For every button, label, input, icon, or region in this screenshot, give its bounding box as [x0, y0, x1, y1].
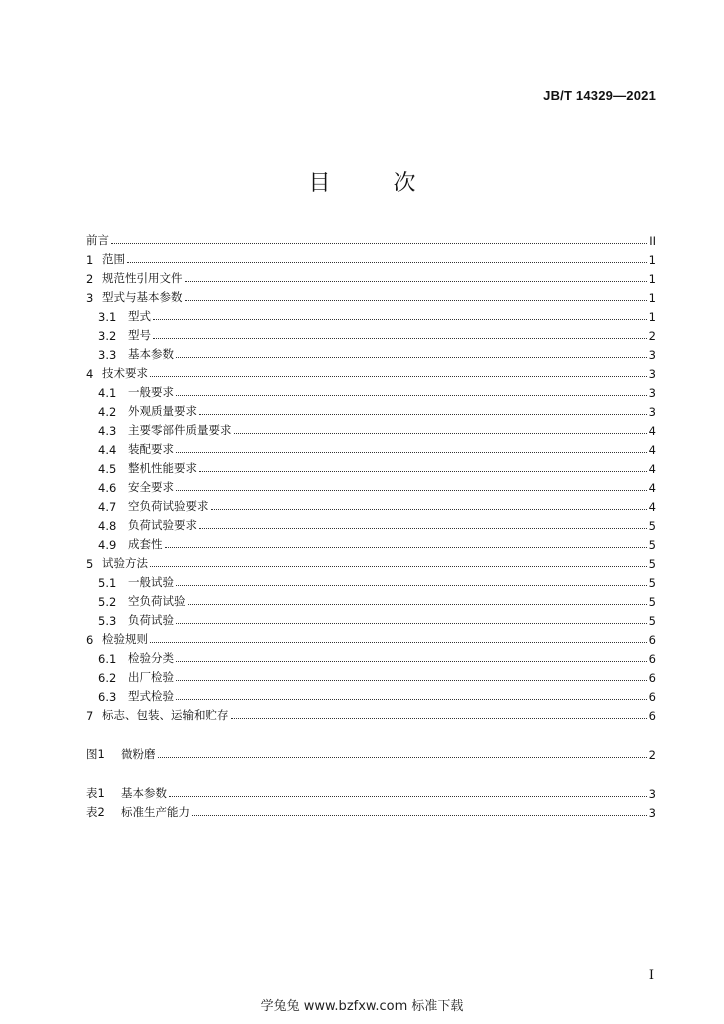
- toc-entry-label: 型式检验: [128, 689, 174, 703]
- toc-entry[interactable]: [98, 495, 656, 514]
- toc-entry-page: 5: [648, 519, 656, 533]
- toc-entry-page: 4: [648, 462, 656, 476]
- toc-entry-number: 1: [86, 253, 94, 267]
- toc-entry-number: 图1: [86, 747, 105, 761]
- toc-entry-number: 6.3: [98, 690, 117, 704]
- toc-entry-label: 型号: [128, 328, 151, 342]
- toc-leader-dots: [150, 375, 647, 377]
- toc-entry-label: 技术要求: [102, 366, 148, 380]
- toc-entry-label: 一般要求: [128, 385, 174, 399]
- toc-entry-number: 4.1: [98, 386, 117, 400]
- toc-entry[interactable]: [98, 400, 656, 419]
- toc-entry[interactable]: [86, 267, 656, 286]
- toc-entry[interactable]: [98, 343, 656, 362]
- toc-entry[interactable]: [98, 419, 656, 438]
- toc-entry-number: 3: [86, 291, 94, 305]
- toc-entry[interactable]: [86, 552, 656, 571]
- toc-entry-label: 主要零部件质量要求: [128, 423, 232, 437]
- toc-entry-number: 3.1: [98, 310, 117, 324]
- toc-entry-number: 3.3: [98, 348, 117, 362]
- toc-entry-number: 4.8: [98, 519, 117, 533]
- toc-entry-page: II: [649, 234, 656, 248]
- toc-entry-page: 1: [648, 291, 656, 305]
- toc-entry-page: 3: [648, 806, 656, 820]
- toc-entry-label: 负荷试验要求: [128, 518, 197, 532]
- toc-entry-number: 4.5: [98, 462, 117, 476]
- toc-entry-page: 6: [648, 652, 656, 666]
- toc-entry-page: 6: [648, 690, 656, 704]
- toc-entry-page: 6: [648, 709, 656, 723]
- toc-entry-number: 4.3: [98, 424, 117, 438]
- toc-leader-dots: [234, 432, 647, 434]
- toc-entry-label: 外观质量要求: [128, 404, 197, 418]
- toc-leader-dots: [150, 641, 647, 643]
- toc-leader-dots: [176, 622, 647, 624]
- toc-entry[interactable]: [86, 248, 656, 267]
- toc-entry-page: 2: [648, 329, 656, 343]
- toc-entry-page: 5: [648, 614, 656, 628]
- toc-entry-page: 1: [648, 310, 656, 324]
- toc-entry-label: 标志、包装、运输和贮存: [102, 708, 229, 722]
- toc-entry-label: 出厂检验: [128, 670, 174, 684]
- toc-leader-dots: [231, 717, 647, 719]
- toc-entry-label: 成套性: [128, 537, 163, 551]
- toc-entry-label: 空负荷试验: [128, 594, 186, 608]
- toc-entry-number: 6: [86, 633, 94, 647]
- toc-entry[interactable]: [98, 609, 656, 628]
- toc-entry-number: 5.3: [98, 614, 117, 628]
- toc-entry-label: 空负荷试验要求: [128, 499, 209, 513]
- toc-entry-number: 表1: [86, 786, 105, 800]
- footer-watermark: 学兔兔 www.bzfxw.com 标准下载: [260, 999, 464, 1014]
- toc-entry[interactable]: [98, 571, 656, 590]
- toc-entry-number: 7: [86, 709, 94, 723]
- toc-leader-dots: [153, 318, 647, 320]
- toc-entry[interactable]: [98, 590, 656, 609]
- toc-entry-number: 4.6: [98, 481, 117, 495]
- toc-entry-page: 3: [648, 787, 656, 801]
- toc-entry-label: 检验规则: [102, 632, 148, 646]
- toc-leader-dots: [150, 565, 647, 567]
- toc-entry-number: 表2: [86, 805, 105, 819]
- toc-entry[interactable]: [98, 324, 656, 343]
- toc-entry-page: 6: [648, 671, 656, 685]
- toc-entry-number: 5.1: [98, 576, 117, 590]
- toc-entry-label: 型式: [128, 309, 151, 323]
- toc-leader-dots: [176, 584, 647, 586]
- page-number: I: [648, 968, 654, 983]
- toc-leader-dots: [199, 527, 647, 529]
- toc-entry-number: 4.7: [98, 500, 117, 514]
- toc-entry-number: 4.2: [98, 405, 117, 419]
- toc-entry-label: 试验方法: [102, 556, 148, 570]
- toc-entry-page: 3: [648, 367, 656, 381]
- toc-entry-page: 4: [648, 443, 656, 457]
- toc-entry-label: 安全要求: [128, 480, 174, 494]
- toc-entry-page: 1: [648, 272, 656, 286]
- toc-entry-label: 检验分类: [128, 651, 174, 665]
- toc-entry[interactable]: [86, 628, 656, 647]
- toc-entry-label: 负荷试验: [128, 613, 174, 627]
- toc-entry-page: 2: [648, 748, 656, 762]
- toc-leader-dots: [192, 814, 647, 816]
- toc-entry[interactable]: [98, 476, 656, 495]
- toc-entry-number: 6.2: [98, 671, 117, 685]
- toc-leader-dots: [176, 356, 647, 358]
- toc-leader-dots: [185, 280, 647, 282]
- toc-leader-dots: [176, 698, 647, 700]
- toc-leader-dots: [199, 470, 647, 472]
- toc-entry-page: 4: [648, 481, 656, 495]
- toc-entry-label: 整机性能要求: [128, 461, 197, 475]
- toc-leader-dots: [199, 413, 647, 415]
- toc-leader-dots: [165, 546, 647, 548]
- toc-entry-page: 5: [648, 576, 656, 590]
- toc-entry[interactable]: [98, 457, 656, 476]
- toc-entry-page: 3: [648, 348, 656, 362]
- toc-entry[interactable]: [86, 286, 656, 305]
- toc-entry-label: 规范性引用文件: [102, 271, 183, 285]
- toc-entry[interactable]: [98, 685, 656, 704]
- toc-entry-label: 基本参数: [128, 347, 174, 361]
- toc-entry-page: 5: [648, 595, 656, 609]
- toc-leader-dots: [158, 756, 647, 758]
- toc-entry-page: 4: [648, 424, 656, 438]
- toc-entry-number: 3.2: [98, 329, 117, 343]
- toc-entry[interactable]: [86, 743, 656, 762]
- toc-entry-number: 4: [86, 367, 94, 381]
- toc-leader-dots: [176, 679, 647, 681]
- toc-entry-label: 型式与基本参数: [102, 290, 183, 304]
- toc-entry-label: 范围: [102, 252, 125, 266]
- toc-entry-number: 2: [86, 272, 94, 286]
- toc-leader-dots: [176, 489, 647, 491]
- toc-entry[interactable]: [86, 704, 656, 723]
- toc-entry-page: 1: [648, 253, 656, 267]
- toc-leader-dots: [127, 261, 647, 263]
- toc-leader-dots: [185, 299, 647, 301]
- toc-entry-page: 5: [648, 538, 656, 552]
- toc-entry-number: 5.2: [98, 595, 117, 609]
- toc-entry-label: 标准生产能力: [121, 805, 190, 819]
- toc-entry-page: 5: [648, 557, 656, 571]
- toc-entry-page: 3: [648, 386, 656, 400]
- toc-entry[interactable]: [86, 801, 656, 820]
- toc-entry-label: 一般试验: [128, 575, 174, 589]
- toc-leader-dots: [176, 451, 647, 453]
- toc-leader-dots: [176, 394, 647, 396]
- toc-entry[interactable]: [98, 305, 656, 324]
- toc-leader-dots: [169, 795, 647, 797]
- toc-leader-dots: [188, 603, 647, 605]
- toc-entry-number: 5: [86, 557, 94, 571]
- toc-entry[interactable]: [98, 666, 656, 685]
- toc-entry-label: 微粉磨: [121, 747, 156, 761]
- toc-entry[interactable]: [86, 782, 656, 801]
- toc-entry[interactable]: [98, 438, 656, 457]
- toc-entry-page: 6: [648, 633, 656, 647]
- toc-entry-number: 4.9: [98, 538, 117, 552]
- toc-entry[interactable]: [98, 533, 656, 552]
- toc-leader-dots: [111, 242, 647, 244]
- toc-entry-number: 4.4: [98, 443, 117, 457]
- toc-entry[interactable]: [98, 514, 656, 533]
- toc-entry[interactable]: [86, 362, 656, 381]
- toc-entry-label: 前言: [86, 233, 109, 247]
- toc-entry[interactable]: [86, 229, 656, 248]
- standard-code: JB/T 14329—2021: [543, 88, 656, 103]
- toc-entry-label: 基本参数: [121, 786, 167, 800]
- page-title: 目 次: [308, 171, 444, 196]
- toc-leader-dots: [176, 660, 647, 662]
- toc-leader-dots: [153, 337, 647, 339]
- toc-entry[interactable]: [98, 647, 656, 666]
- toc-entry-number: 6.1: [98, 652, 117, 666]
- toc-leader-dots: [211, 508, 647, 510]
- toc-entry-page: 3: [648, 405, 656, 419]
- toc-entry[interactable]: [98, 381, 656, 400]
- toc-entry-label: 装配要求: [128, 442, 174, 456]
- toc-entry-page: 4: [648, 500, 656, 514]
